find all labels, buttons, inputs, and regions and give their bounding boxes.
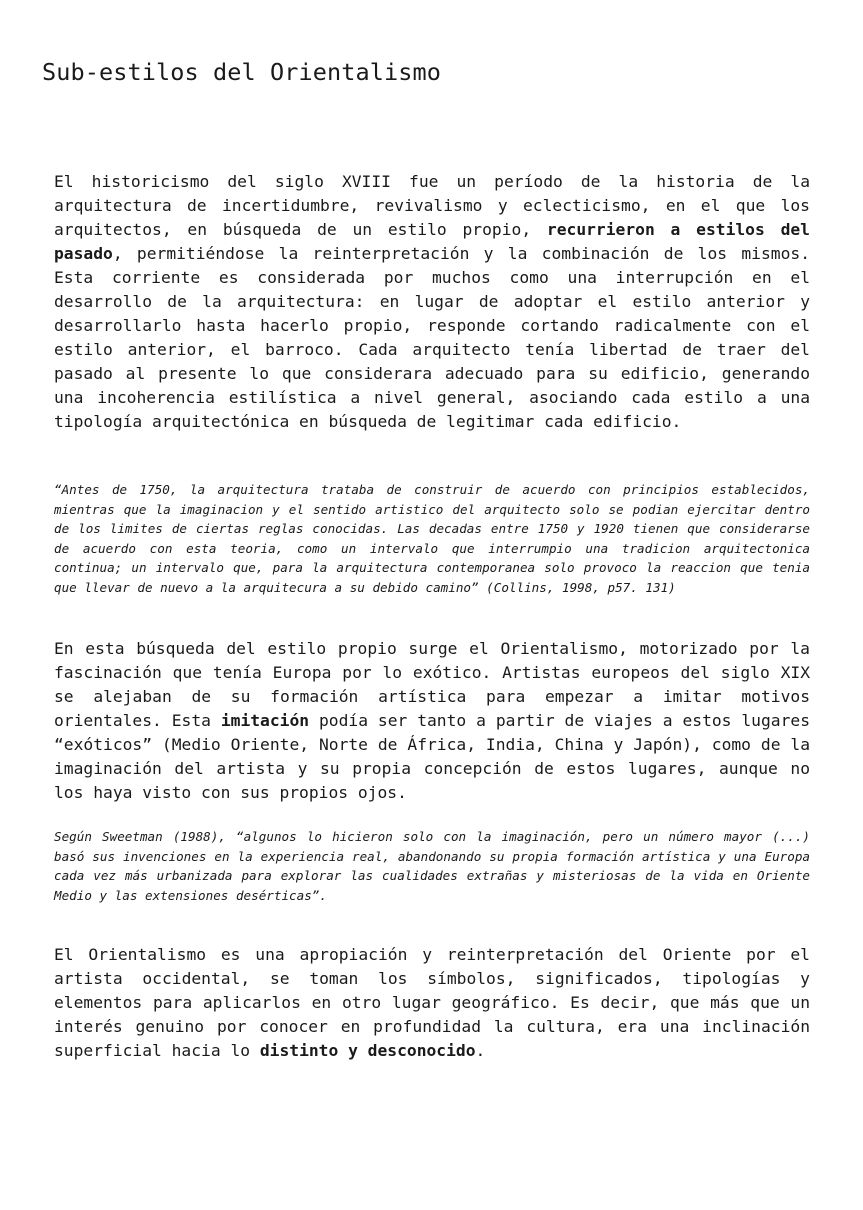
bold-emphasis: recurrieron a estilos del pasado (54, 220, 810, 263)
quote-sweetman: Según Sweetman (1988), “algunos lo hicieron solo con la imaginación, pero un número mayor (...) basó sus invenciones en la experiencia real, abandonando su propia formación artística y una Europa cada vez más urbanizada para explorar las cualidades extrañas y misteriosas de la vida en Oriente Medio y las extensiones desérticas”. (54, 829, 810, 903)
bold-emphasis: distinto y desconocido (259, 1041, 476, 1060)
paragraph-text: podía ser tanto a partir de viajes a estos lugares “exóticos” (Medio Oriente, Norte de África, India, China y Japón), como de la imaginación del artista y su propia concepción de estos lugares, aunque no los haya visto con sus propios ojos. (54, 711, 810, 802)
paragraph-orientalismo (54, 637, 810, 805)
paragraph-text: , permitiéndose la reinterpretación y la combinación de los mismos. Esta corriente es considerada por muchos como una interrupción en el desarrollo de la arquitectura: en lugar de adoptar el estilo anterior y desarrollarlo hasta hacerlo propio, responde cortando radicalmente con el estilo anterior, el barroco. Cada arquitecto tenía libertad de traer del pasado al presente lo que considerara adecuado para su edificio, generando una incoherencia estilística a nivel general, asociando cada estilo a una tipología arquitectónica en búsqueda de legitimar cada edificio. (54, 244, 810, 431)
paragraph-text: El Orientalismo es una apropiación y reinterpretación del Oriente por el artista occidental, se toman los símbolos, significados, tipologías y elementos para aplicarlos en otro lugar geográfico. Es decir, que más que un interés genuino por conocer en profundidad la cultura, era una inclinación superficial hacia lo (54, 945, 810, 1060)
paragraph-historicismo (54, 170, 810, 434)
paragraph-apropiacion (54, 943, 810, 1063)
quote-collins: “Antes de 1750, la arquitectura trataba de construir de acuerdo con principios establecidos, mientras que la imaginacion y el sentido artistico del arquitecto solo se podian ejercitar dentro de los limites de ciertas reglas conocidas. Las decadas entre 1750 y 1920 tienen que considerarse de acuerdo con esta teoria, como un intervalo que interrumpio una tradicion arquitectonica continua; un intervalo que, para la arquitectura contemporanea solo provoco la reaccion que tenia que llevar de nuevo a la arquitecura a su debido camino” (Collins, 1998, p57. 131) (54, 482, 810, 595)
page-title: Sub-estilos del Orientalismo (42, 58, 441, 86)
paragraph-text: En esta búsqueda del estilo propio surge el Orientalismo, motorizado por la fascinación que tenía Europa por lo exótico. Artistas europeos del siglo XIX se alejaban de su formación artística para empezar a imitar motivos orientales. Esta (54, 639, 810, 730)
bold-emphasis: imitación (220, 711, 310, 730)
paragraph-text: . (475, 1041, 486, 1060)
paragraph-text: El historicismo del siglo XVIII fue un período de la historia de la arquitectura de incertidumbre, revivalismo y eclecticismo, en el que los arquitectos, en búsqueda de un estilo propio, (54, 172, 810, 239)
